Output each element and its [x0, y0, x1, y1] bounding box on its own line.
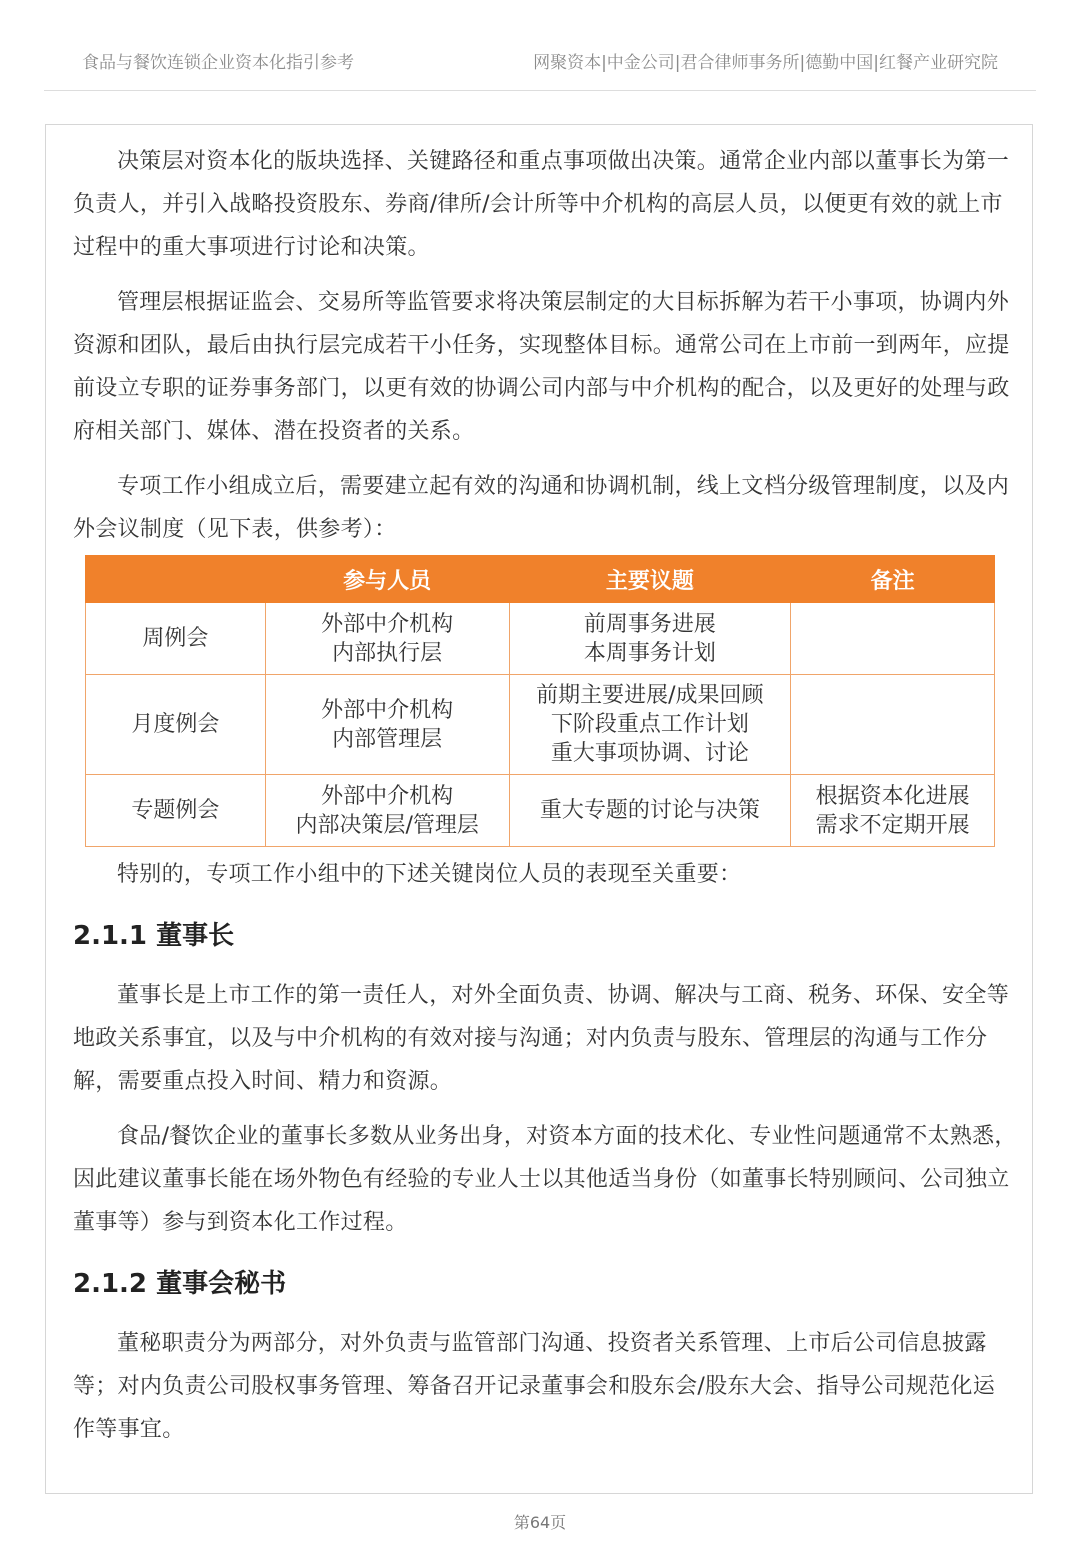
- meeting-notes: [791, 603, 995, 675]
- meeting-topics: [509, 775, 791, 847]
- meeting-participants: [265, 603, 509, 675]
- meeting-participants: [265, 675, 509, 775]
- page-content: [73, 140, 1017, 1463]
- topic-line: 前周事务进展: [583, 611, 716, 637]
- header-cell-participants: 参与人员: [265, 556, 509, 603]
- header-publishers: 网聚资本|中金公司|君合律师事务所|德勤中国|红餐产业研究院: [533, 53, 998, 73]
- topic-line: 重大专题的讨论与决策: [539, 798, 760, 823]
- meeting-notes: [791, 675, 995, 775]
- meeting-name: 专题例会: [86, 775, 266, 847]
- participant-line: 外部中介机构: [321, 697, 454, 723]
- paragraph-chairman-advice: 食品/餐饮企业的董事长多数从业务出身，对资本方面的技术化、专业性问题通常不太熟悉，因此建议董事长能在场外物色有经验的专业人士以其他适当身份（如董事长特别顾问、公司独立董事等）参与到资本化工作过程。: [73, 1124, 1017, 1235]
- participant-line: 内部执行层: [332, 640, 443, 666]
- paragraph-management-layer: 管理层根据证监会、交易所等监管要求将决策层制定的大目标拆解为若干小事项，协调内外资源和团队，最后由执行层完成若干小任务，实现整体目标。通常公司在上市前一到两年，应提前设立专职的证券事务部门，以更有效的协调公司内部与中介机构的配合，以及更好的处理与政府相关部门、媒体、潜在投资者的关系。: [73, 290, 1010, 444]
- table-row: [86, 603, 995, 675]
- header-cell-blank: [86, 556, 266, 603]
- page-number: 第64页: [513, 1513, 567, 1532]
- meeting-topics: [509, 603, 791, 675]
- topic-line: 前期主要进展/成果回顾: [536, 683, 764, 708]
- paragraph-meeting-system: 专项工作小组成立后，需要建立起有效的沟通和协调机制，线上文档分级管理制度，以及内外会议制度（见下表，供参考）：: [73, 474, 1010, 542]
- note-line: 根据资本化进展: [815, 783, 970, 809]
- section-title-chairman: 2.1.1 董事长: [73, 921, 235, 951]
- header-cell-topics: 主要议题: [509, 556, 791, 603]
- meeting-table: [85, 555, 995, 847]
- header-cell-notes: 备注: [791, 556, 995, 603]
- participant-line: 外部中介机构: [321, 611, 454, 637]
- section-title-board-secretary: 2.1.2 董事会秘书: [73, 1269, 287, 1299]
- paragraph-chairman-duties: 董事长是上市工作的第一责任人，对外全面负责、协调、解决与工商、税务、环保、安全等地政关系事宜，以及与中介机构的有效对接与沟通；对内负责与股东、管理层的沟通与工作分解，需要重点投入时间、精力和资源。: [73, 983, 1010, 1094]
- paragraph-secretary-duties: 董秘职责分为两部分，对外负责与监管部门沟通、投资者关系管理、上市后公司信息披露等；对内负责公司股权事务管理、筹备召开记录董事会和股东会/股东大会、指导公司规范化运作等事宜。: [73, 1331, 996, 1442]
- table-row: [86, 775, 995, 847]
- topic-line: 下阶段重点工作计划: [550, 712, 749, 737]
- meeting-notes: [791, 775, 995, 847]
- meeting-name: 周例会: [86, 603, 266, 675]
- header-report-title: 食品与餐饮连锁企业资本化指引参考: [82, 53, 354, 73]
- participant-line: 内部决策层/管理层: [295, 812, 479, 838]
- meeting-topics: [509, 675, 791, 775]
- header-divider: [44, 90, 1036, 91]
- paragraph-key-roles: 特别的，专项工作小组中的下述关键岗位人员的表现至关重要：: [117, 862, 742, 887]
- note-line: 需求不定期开展: [815, 812, 970, 838]
- meeting-participants: [265, 775, 509, 847]
- paragraph-decision-layer: 决策层对资本化的版块选择、关键路径和重点事项做出决策。通常企业内部以董事长为第一负责人，并引入战略投资股东、券商/律所/会计所等中介机构的高层人员，以便更有效的就上市过程中的重大事项进行讨论和决策。: [73, 149, 1010, 260]
- meeting-name: 月度例会: [86, 675, 266, 775]
- participant-line: 内部管理层: [332, 726, 443, 752]
- participant-line: 外部中介机构: [321, 783, 454, 809]
- meeting-table-header-row: [86, 556, 995, 603]
- topic-line: 重大事项协调、讨论: [550, 741, 749, 766]
- table-row: [86, 675, 995, 775]
- topic-line: 本周事务计划: [583, 640, 716, 666]
- page-header: [0, 0, 1080, 92]
